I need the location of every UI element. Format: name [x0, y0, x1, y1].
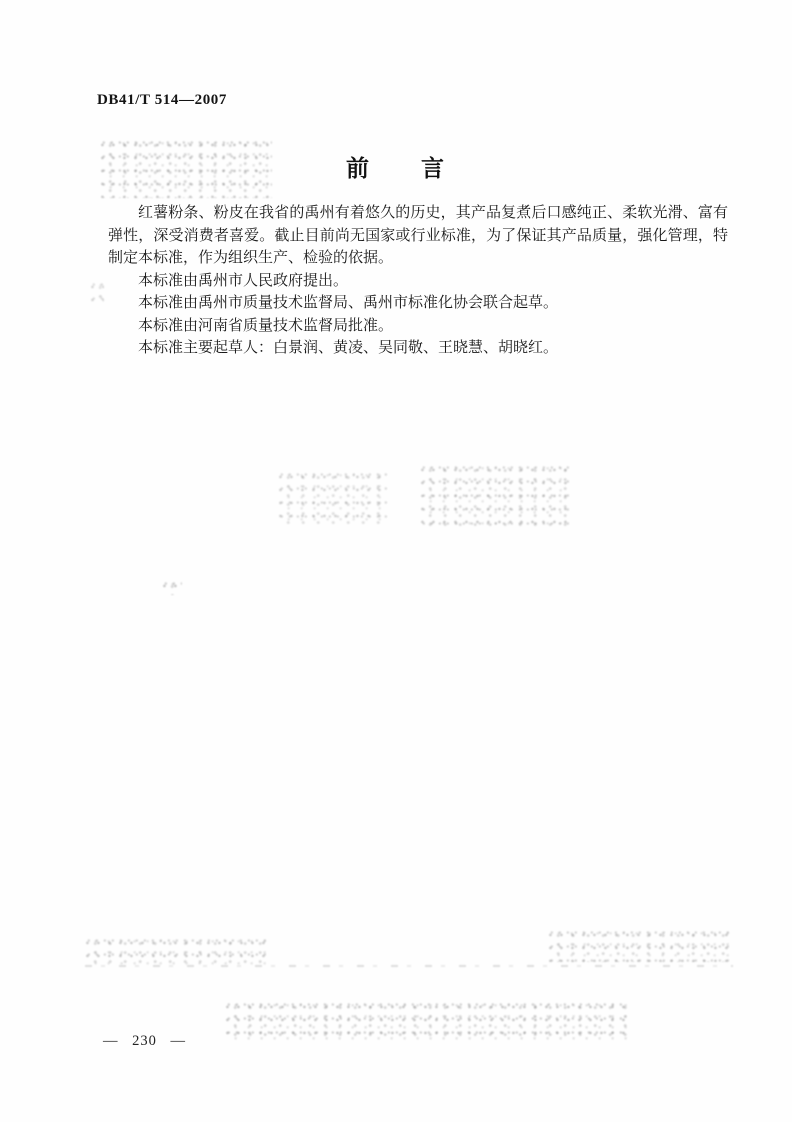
standard-number: DB41/T 514—2007 [97, 92, 227, 108]
scan-artifact [548, 930, 730, 962]
paragraph: 本标准由禹州市质量技术监督局、禹州市标准化协会联合起草。 [138, 295, 559, 311]
paragraph: 本标准主要起草人：白景润、黄凌、吴同敬、王晓慧、胡晓红。 [138, 340, 559, 356]
foreword-body [108, 202, 728, 360]
scan-artifact [85, 962, 733, 970]
scan-artifact [225, 1002, 627, 1040]
paragraph: 红薯粉条、粉皮在我省的禹州有着悠久的历史，其产品复煮后口感纯正、柔软光滑、富有弹性，深受消费者喜爱。截止目前尚无国家或行业标准，为了保证其产品质量，强化管理，特制定本标准，作为组织生产、检验的依据。 [108, 205, 728, 266]
scan-artifact [85, 938, 270, 966]
scan-artifact [90, 282, 104, 304]
page-title: 前 言 [346, 156, 446, 181]
paragraph: 本标准由禹州市人民政府提出。 [138, 272, 349, 289]
page-number: — 230 — [103, 1033, 186, 1049]
scan-artifact [278, 472, 388, 524]
scan-artifact [162, 581, 182, 595]
paragraph: 本标准由河南省质量技术监督局批准。 [138, 317, 394, 334]
scan-artifact [420, 465, 570, 527]
